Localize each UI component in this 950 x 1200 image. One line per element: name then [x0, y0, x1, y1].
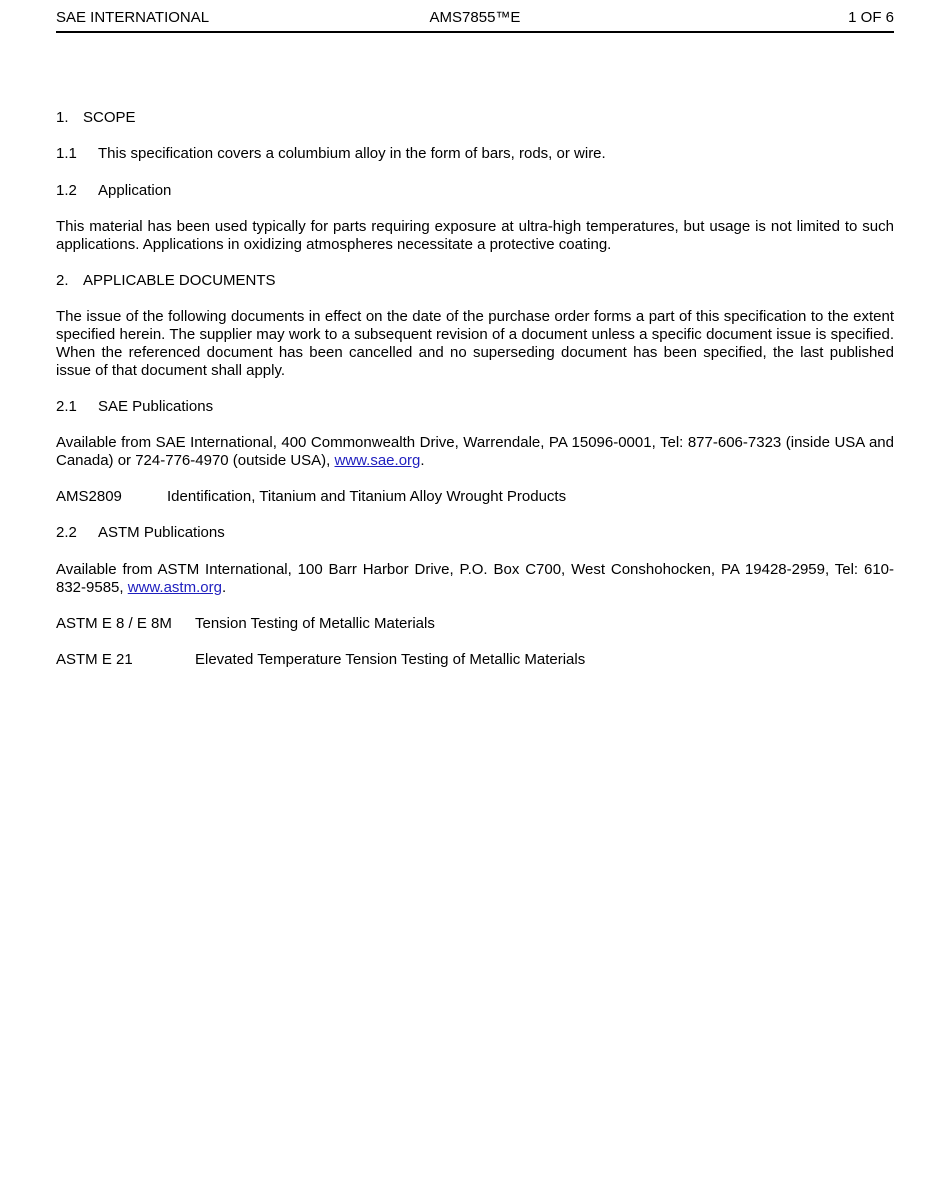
section-title: SCOPE	[83, 109, 136, 126]
reference-title: Elevated Temperature Tension Testing of Metallic Materials	[195, 651, 586, 668]
section-2-heading	[56, 272, 894, 290]
section-number: 1.	[56, 109, 69, 126]
reference-row	[56, 651, 894, 669]
reference-code: ASTM E 8 / E 8M	[56, 615, 172, 632]
section-2-1-body	[56, 434, 894, 470]
section-number: 2.2	[56, 524, 77, 541]
header-document-number: AMS7855™E	[429, 9, 521, 26]
section-1-2-body: This material has been used typically for parts requiring exposure at ultra-high temperatures, but usage is not limited to such applications. Applications in oxidizing atmospheres necessitate a protective coating.	[56, 218, 894, 253]
reference-title: Identification, Titanium and Titanium Alloy Wrought Products	[167, 488, 567, 505]
section-number: 1.2	[56, 182, 77, 199]
reference-row	[56, 488, 894, 506]
astm-website-link[interactable]: www.astm.org	[127, 579, 222, 596]
section-number: 2.	[56, 272, 69, 289]
reference-title: Tension Testing of Metallic Materials	[195, 615, 435, 632]
section-title: ASTM Publications	[98, 524, 225, 541]
document-page	[56, 0, 894, 1200]
availability-text: Available from SAE International, 400 Commonwealth Drive, Warrendale, PA 15096-0001, Tel: 877-606-7323 (inside USA and Canada) or 724-776-4970 (outside USA),	[56, 434, 894, 469]
section-2-1-heading	[56, 398, 894, 416]
section-title: Application	[98, 182, 172, 199]
header-organization: SAE INTERNATIONAL	[56, 9, 210, 26]
section-2-2-body	[56, 561, 894, 597]
section-1-heading	[56, 109, 894, 127]
sae-website-link[interactable]: www.sae.org	[334, 452, 421, 469]
sentence-end: .	[420, 452, 425, 469]
reference-code: AMS2809	[56, 488, 122, 505]
section-number: 1.1	[56, 145, 77, 162]
page-header	[56, 9, 894, 33]
availability-text: Available from ASTM International, 100 Barr Harbor Drive, P.O. Box C700, West Conshohocken, PA 19428-2959, Tel: 610-832-9585,	[56, 561, 894, 596]
section-title: APPLICABLE DOCUMENTS	[83, 272, 276, 289]
section-number: 2.1	[56, 398, 77, 415]
reference-row	[56, 615, 894, 633]
section-2-body: The issue of the following documents in effect on the date of the purchase order forms a part of this specification to the extent specified herein. The supplier may work to a subsequent revision of a document unless a specific document issue is specified. When the referenced document has been cancelled and no superseding document has been specified, the last published issue of that document shall apply.	[56, 308, 894, 379]
reference-code: ASTM E 21	[56, 651, 133, 668]
section-1-2-heading	[56, 182, 894, 200]
section-title: SAE Publications	[98, 398, 214, 415]
section-1-1	[56, 145, 894, 163]
section-2-2-heading	[56, 524, 894, 542]
header-page-number: 1 OF 6	[848, 9, 894, 26]
section-text: This specification covers a columbium alloy in the form of bars, rods, or wire.	[98, 145, 606, 162]
sentence-end: .	[221, 579, 227, 596]
